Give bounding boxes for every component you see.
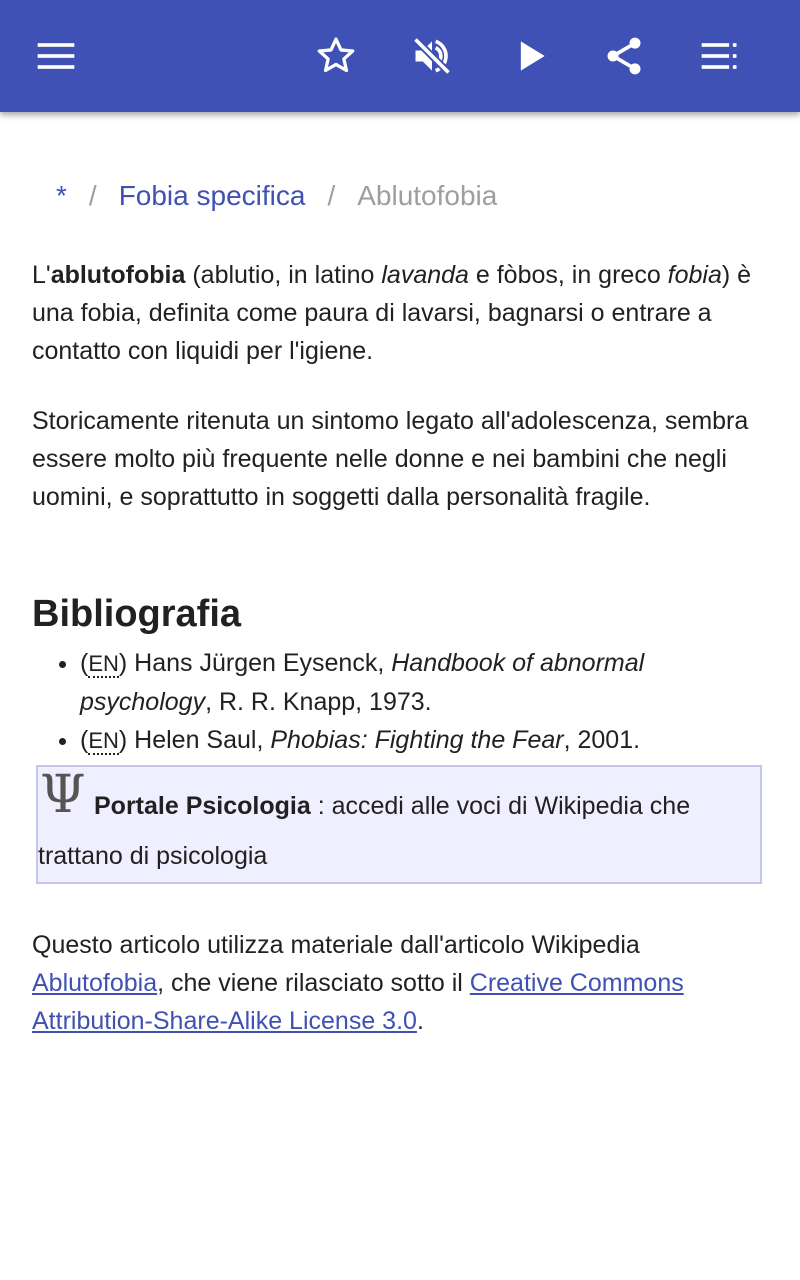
- share-button[interactable]: [596, 28, 652, 84]
- portal-name-link[interactable]: Portale Psicologia: [94, 792, 311, 820]
- intro-italic: lavanda: [381, 261, 469, 289]
- intro-text: e fòbos, in greco: [468, 261, 668, 289]
- breadcrumb-parent-link[interactable]: Fobia specifica: [118, 180, 306, 211]
- paren: ): [118, 726, 128, 754]
- star-outline-icon: [314, 34, 358, 78]
- attribution-text: , che viene rilasciato sotto il: [157, 969, 470, 997]
- breadcrumb: [56, 180, 497, 212]
- attribution-paragraph: [32, 926, 768, 1040]
- portal-line-2: trattano di psicologia: [38, 842, 268, 870]
- bibliography-list: [32, 644, 768, 760]
- mute-button[interactable]: [404, 28, 460, 84]
- portal-line-1: [38, 781, 760, 831]
- intro-text: (ablutio, in latino: [185, 261, 382, 289]
- play-button[interactable]: [502, 28, 558, 84]
- playlist-icon: [698, 34, 742, 78]
- intro-paragraph: [32, 256, 768, 370]
- app-bar: [0, 0, 800, 112]
- reference-author: Hans Jürgen Eysenck,: [127, 649, 392, 677]
- language-badge: EN: [88, 728, 119, 753]
- attribution-text: .: [416, 1007, 424, 1035]
- intro-text: ) è una fobia, definita come paura di lavarsi, bagnarsi o entrare a contatto con liquidi per l'igiene.: [32, 261, 752, 365]
- breadcrumb-current: Ablutofobia: [357, 180, 498, 211]
- reference-title: Handbook of abnormal psychology: [80, 649, 645, 716]
- paren: ): [118, 649, 128, 677]
- breadcrumb-root-link[interactable]: *: [56, 180, 67, 211]
- intro-text: L': [32, 261, 51, 289]
- playlist-button[interactable]: [692, 28, 748, 84]
- reference-title: Phobias: Fighting the Fear: [270, 726, 564, 754]
- portal-box: [36, 765, 762, 884]
- license-link[interactable]: Creative Commons Attribution-Share-Alike License 3.0: [32, 969, 684, 1035]
- breadcrumb-separator: /: [88, 180, 97, 211]
- paren: (: [80, 649, 89, 677]
- article-term: ablutofobia: [50, 261, 186, 289]
- article-source-link[interactable]: Ablutofobia: [32, 969, 158, 997]
- reference-author: Helen Saul,: [127, 726, 271, 754]
- reference-details: , R. R. Knapp, 1973.: [205, 688, 432, 716]
- bookmark-button[interactable]: [308, 28, 364, 84]
- hamburger-menu-icon: [34, 34, 78, 78]
- breadcrumb-separator: /: [327, 180, 336, 211]
- bibliography-heading: Bibliografia: [32, 593, 242, 635]
- share-icon: [602, 34, 646, 78]
- intro-italic: fobia: [667, 261, 722, 289]
- list-item: [80, 721, 768, 760]
- volume-off-icon: [410, 34, 454, 78]
- play-icon: [508, 34, 552, 78]
- attribution-text: Questo articolo utilizza materiale dall'articolo Wikipedia: [32, 931, 640, 959]
- portal-text: : accedi alle voci di Wikipedia che: [310, 792, 691, 820]
- reference-details: , 2001.: [563, 726, 641, 754]
- language-badge: EN: [88, 651, 119, 676]
- history-paragraph: Storicamente ritenuta un sintomo legato all'adolescenza, sembra essere molto più frequente nelle donne e nei bambini che negli uomini, e soprattutto in soggetti dalla personalità fragile.: [32, 407, 749, 511]
- psi-icon: Ψ: [40, 765, 86, 825]
- list-item: [80, 644, 768, 721]
- paren: (: [80, 726, 89, 754]
- menu-button[interactable]: [28, 28, 84, 84]
